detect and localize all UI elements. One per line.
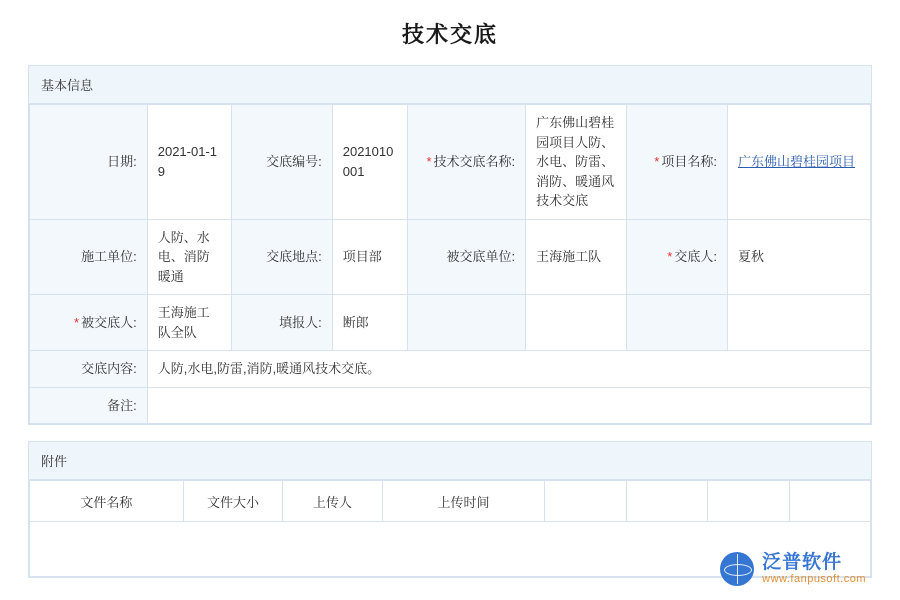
field-value-construction-unit[interactable]: 人防、水电、消防暖通 xyxy=(147,219,231,295)
field-label-location: 交底地点: xyxy=(231,219,332,295)
field-label-date: 日期: xyxy=(30,105,148,220)
field-value-content[interactable]: 人防,水电,防雷,消防,暖通风技术交底。 xyxy=(147,351,870,388)
field-value-empty-1 xyxy=(526,295,627,351)
field-label-empty-1 xyxy=(408,295,526,351)
field-label-text: 被交底人: xyxy=(81,314,137,330)
table-row xyxy=(30,219,871,295)
column-header-blank-3 xyxy=(708,481,789,522)
field-label-remark: 备注: xyxy=(30,387,148,424)
field-value-disclosure-name[interactable]: 广东佛山碧桂园项目人防、水电、防雷、消防、暖通风技术交底 xyxy=(526,105,627,220)
field-label-content: 交底内容: xyxy=(30,351,148,388)
field-value-filler[interactable]: 断郎 xyxy=(332,295,408,351)
table-row xyxy=(30,105,871,220)
field-label-receiver xyxy=(30,295,148,351)
field-label-empty-2 xyxy=(627,295,728,351)
field-label-receiving-unit: 被交底单位: xyxy=(408,219,526,295)
column-header-file-size: 文件大小 xyxy=(183,481,282,522)
field-value-empty-2 xyxy=(727,295,870,351)
basic-info-panel xyxy=(28,65,872,425)
column-header-upload-time: 上传时间 xyxy=(382,481,545,522)
attachment-header-row xyxy=(30,481,871,522)
field-label-number: 交底编号: xyxy=(231,105,332,220)
required-mark: * xyxy=(74,314,80,330)
field-label-construction-unit: 施工单位: xyxy=(30,219,148,295)
project-name-link[interactable]: 广东佛山碧桂园项目 xyxy=(737,154,855,169)
field-value-remark[interactable] xyxy=(147,387,870,424)
table-row xyxy=(30,351,871,388)
required-mark: * xyxy=(667,249,673,264)
field-label-filler: 填报人: xyxy=(231,295,332,351)
field-value-discloser[interactable]: 夏秋 xyxy=(727,219,870,295)
column-header-blank-4 xyxy=(789,481,870,522)
column-header-file-name: 文件名称 xyxy=(30,481,184,522)
basic-info-header: 基本信息 xyxy=(29,66,871,104)
watermark xyxy=(720,552,866,586)
globe-icon xyxy=(720,552,754,586)
table-row xyxy=(30,295,871,351)
attachment-header: 附件 xyxy=(29,442,871,480)
field-value-location[interactable]: 项目部 xyxy=(332,219,408,295)
watermark-brand: 泛普软件 xyxy=(762,551,843,573)
page-title: 技术交底 xyxy=(401,22,498,47)
basic-info-table xyxy=(29,104,871,424)
watermark-text xyxy=(762,552,866,586)
field-value-receiving-unit[interactable]: 王海施工队 xyxy=(526,219,627,295)
table-row xyxy=(30,387,871,424)
required-mark: * xyxy=(426,154,432,169)
field-value-number[interactable]: 2021010001 xyxy=(332,105,408,220)
field-label-discloser xyxy=(627,219,728,295)
column-header-blank-2 xyxy=(626,481,707,522)
field-value-date[interactable]: 2021-01-19 xyxy=(147,105,231,220)
field-label-text: 交底人: xyxy=(674,249,717,264)
field-label-disclosure-name xyxy=(408,105,526,220)
field-label-text: 技术交底名称: xyxy=(433,154,516,169)
field-label-project-name xyxy=(627,105,728,220)
field-value-receiver[interactable]: 王海施工队全队 xyxy=(147,295,231,351)
field-value-project-name xyxy=(727,105,870,220)
field-label-text: 项目名称: xyxy=(661,154,717,169)
required-mark: * xyxy=(654,154,660,169)
column-header-uploader: 上传人 xyxy=(283,481,382,522)
watermark-url: www.fanpusoft.com xyxy=(762,573,866,586)
column-header-blank-1 xyxy=(545,481,626,522)
